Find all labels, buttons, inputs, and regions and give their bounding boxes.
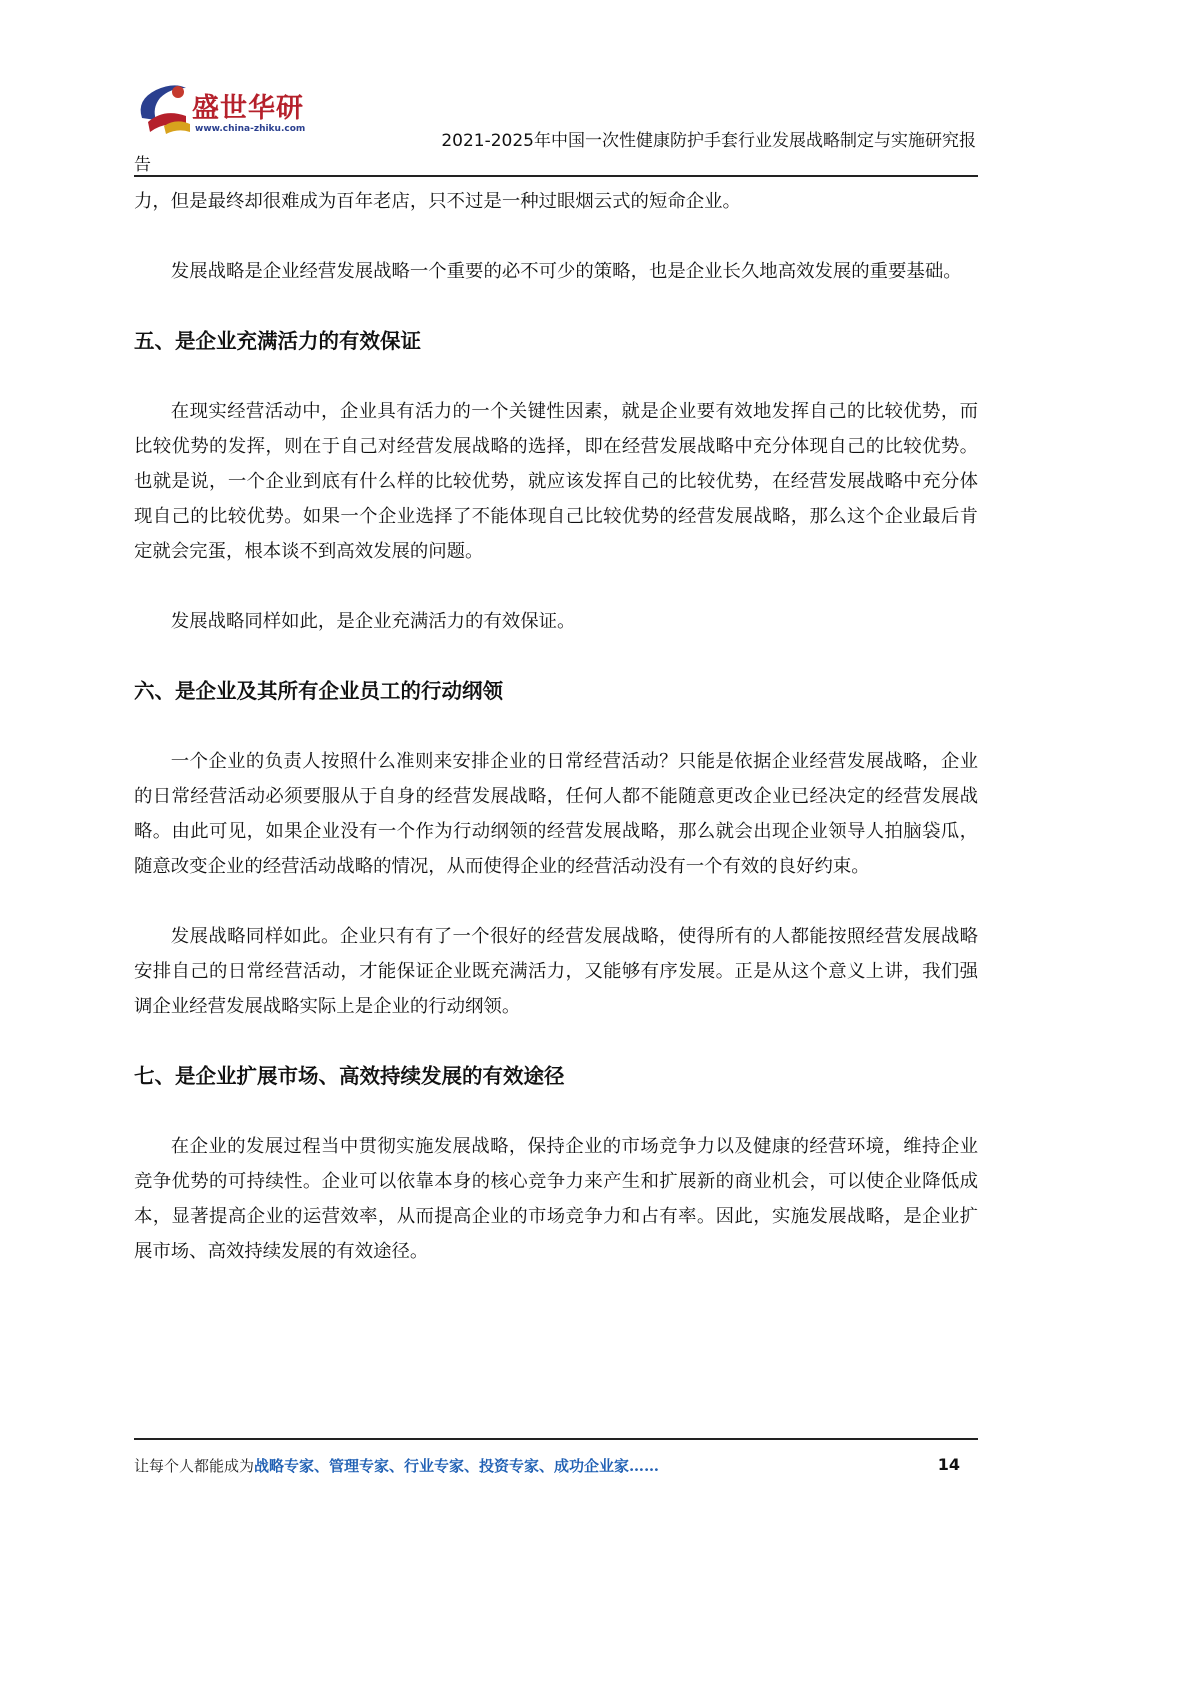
paragraph: 发展战略同样如此。企业只有有了一个很好的经营发展战略，使得所有的人都能按照经营发展战略安排自己的日常经营活动，才能保证企业既充满活力，又能够有序发展。正是从这个意义上讲，我们强调企业经营发展战略实际上是企业的行动纲领。 xyxy=(134,926,978,1017)
paragraph: 发展战略是企业经营发展战略一个重要的必不可少的策略，也是企业长久地高效发展的重要基础。 xyxy=(170,261,962,282)
report-title-wrap: 告 xyxy=(134,155,151,175)
paragraph: 在现实经营活动中，企业具有活力的一个关键性因素，就是企业要有效地发挥自己的比较优势，而比较优势的发挥，则在于自己对经营发展战略的选择，即在经营发展战略中充分体现自己的比较优势。也就是说，一个企业到底有什么样的比较优势，就应该发挥自己的比较优势，在经营发展战略中充分体现自己的比较优势。如果一个企业选择了不能体现自己比较优势的经营发展战略，那么这个企业最后肯定就会完蛋，根本谈不到高效发展的问题。 xyxy=(134,401,978,562)
paragraph: 在企业的发展过程当中贯彻实施发展战略，保持企业的市场竞争力以及健康的经营环境，维持企业竞争优势的可持续性。企业可以依靠本身的核心竞争力来产生和扩展新的商业机会，可以使企业降低成本，显著提高企业的运营效率，从而提高企业的市场竞争力和占有率。因此，实施发展战略，是企业扩展市场、高效持续发展的有效途径。 xyxy=(134,1136,978,1262)
paragraph-continued: 力，但是最终却很难成为百年老店，只不过是一种过眼烟云式的短命企业。 xyxy=(134,191,741,212)
header-divider xyxy=(134,175,978,177)
section-heading-6: 六、是企业及其所有企业员工的行动纲领 xyxy=(134,679,503,703)
footer-slogan xyxy=(134,1455,659,1476)
logo-url: www.china-zhiku.com xyxy=(195,124,306,134)
page-body xyxy=(134,184,978,1269)
section-heading-7: 七、是企业扩展市场、高效持续发展的有效途径 xyxy=(134,1064,565,1088)
logo-name: 盛世华研 xyxy=(192,93,304,124)
paragraph: 一个企业的负责人按照什么准则来安排企业的日常经营活动？只能是依据企业经营发展战略，企业的日常经营活动必须要服从于自身的经营发展战略，任何人都不能随意更改企业已经决定的经营发展战略。由此可见，如果企业没有一个作为行动纲领的经营发展战略，那么就会出现企业领导人拍脑袋瓜，随意改变企业的经营活动战略的情况，从而使得企业的经营活动没有一个有效的良好约束。 xyxy=(134,751,978,877)
slogan-prefix: 让每个人都能成为 xyxy=(134,1457,255,1475)
report-title: 2021-2025年中国一次性健康防护手套行业发展战略制定与实施研究报 xyxy=(441,131,976,151)
page-number: 14 xyxy=(937,1455,960,1474)
paragraph: 发展战略同样如此，是企业充满活力的有效保证。 xyxy=(170,611,576,632)
section-heading-5: 五、是企业充满活力的有效保证 xyxy=(134,329,421,353)
footer-divider xyxy=(134,1438,978,1440)
slogan-highlight: 战略专家、管理专家、行业专家、投资专家、成功企业家…… xyxy=(254,1457,660,1475)
